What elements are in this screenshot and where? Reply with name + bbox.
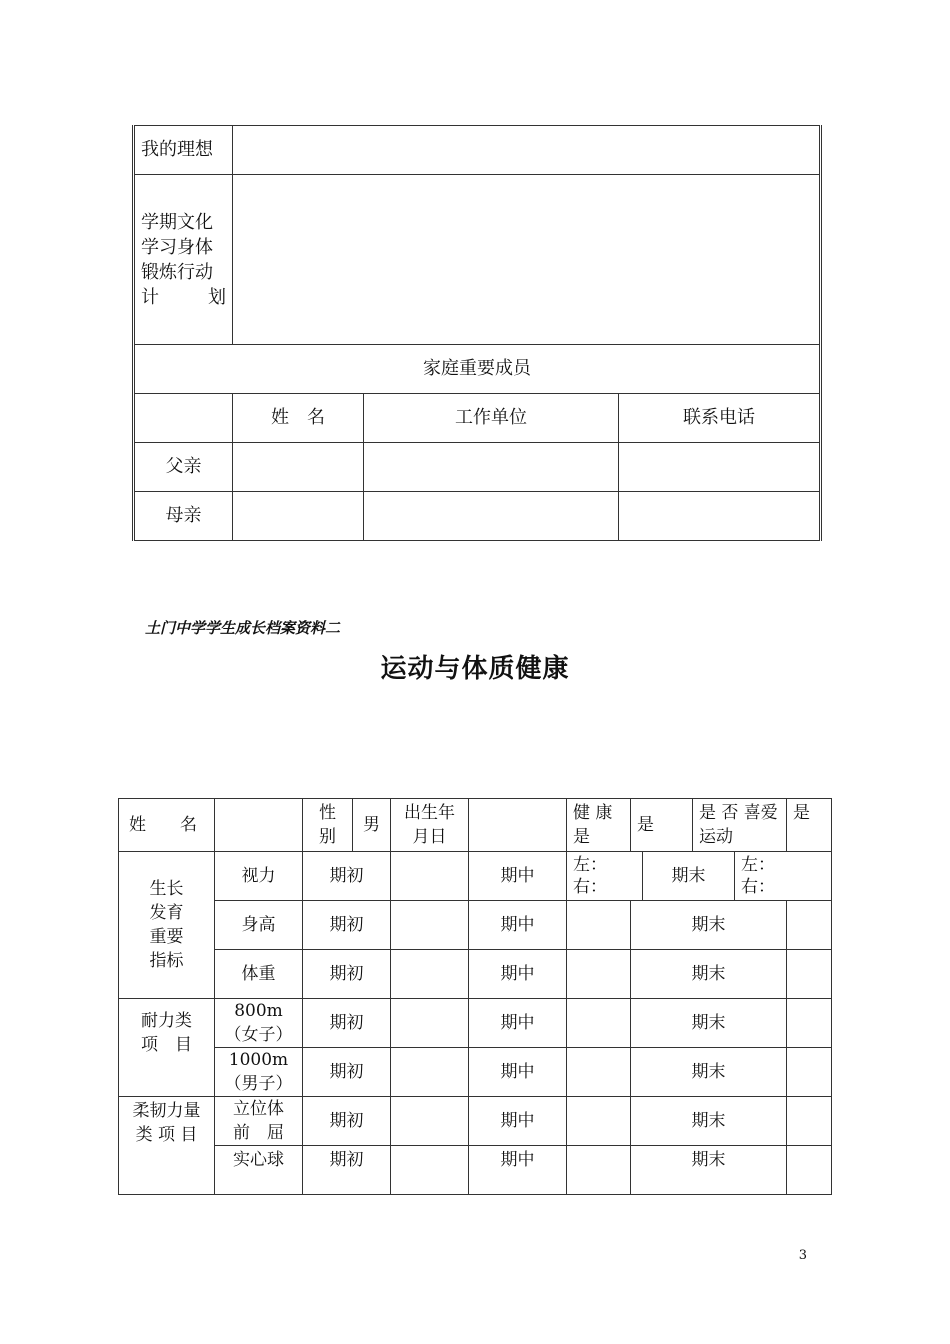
- sit-reach-mid-field[interactable]: [567, 1097, 631, 1146]
- family-header: 家庭重要成员: [134, 345, 821, 394]
- height-mid-field[interactable]: [567, 901, 631, 950]
- mother-phone-field[interactable]: [619, 492, 821, 541]
- weight-end-field[interactable]: [787, 950, 832, 999]
- blank-cell: [134, 394, 233, 443]
- sit-reach-start-label: 期初: [303, 1097, 391, 1146]
- gender-value: 男: [353, 799, 391, 852]
- vision-mid-label: 期中: [469, 852, 567, 901]
- medicine-ball-label: 实心球: [215, 1146, 303, 1195]
- height-end-label: 期末: [631, 901, 787, 950]
- plan-label-line: 学习身体: [141, 236, 213, 258]
- vision-end-label: 期末: [643, 852, 735, 901]
- run1000-end-label: 期末: [631, 1048, 787, 1097]
- right-eye-label: 右：: [741, 877, 775, 897]
- weight-label: 体重: [215, 950, 303, 999]
- height-start-field[interactable]: [391, 901, 469, 950]
- run800-end-label: 期末: [631, 999, 787, 1048]
- ball-start-label: 期初: [303, 1146, 391, 1195]
- ball-mid-label: 期中: [469, 1146, 567, 1195]
- left-eye-label: 左：: [741, 855, 775, 875]
- run800-label: 800m（女子）: [215, 999, 303, 1048]
- ball-mid-field[interactable]: [567, 1146, 631, 1195]
- ball-end-field[interactable]: [787, 1146, 832, 1195]
- weight-mid-label: 期中: [469, 950, 567, 999]
- father-name-field[interactable]: [233, 443, 364, 492]
- run800-start-field[interactable]: [391, 999, 469, 1048]
- birth-label: 出生年月日: [391, 799, 469, 852]
- plan-label-line: 锻炼行动: [141, 261, 213, 283]
- endurance-group-label: [119, 999, 215, 1097]
- height-label: 身高: [215, 901, 303, 950]
- run800-end-field[interactable]: [787, 999, 832, 1048]
- weight-start-label: 期初: [303, 950, 391, 999]
- gender-label: 性别: [303, 799, 353, 852]
- col-work-header: 工作单位: [364, 394, 619, 443]
- ball-start-field[interactable]: [391, 1146, 469, 1195]
- healthy-label: 健 康是: [567, 799, 631, 852]
- run800-start-label: 期初: [303, 999, 391, 1048]
- ideal-field[interactable]: [233, 126, 821, 175]
- father-phone-field[interactable]: [619, 443, 821, 492]
- run1000-start-label: 期初: [303, 1048, 391, 1097]
- flex-group-text: 柔韧力量类 项 目: [132, 1101, 201, 1145]
- height-start-label: 期初: [303, 901, 391, 950]
- plan-label-line: 学期文化: [141, 211, 213, 233]
- run1000-end-field[interactable]: [787, 1048, 832, 1097]
- col-name-header: 姓 名: [233, 394, 364, 443]
- father-work-field[interactable]: [364, 443, 619, 492]
- left-eye-label: 左：: [573, 855, 607, 875]
- father-label: 父亲: [134, 443, 233, 492]
- plan-label-char: 计: [141, 286, 159, 308]
- mother-work-field[interactable]: [364, 492, 619, 541]
- flex-group-label: [119, 1097, 215, 1195]
- section-caption: 土门中学学生成长档案资料二: [145, 619, 341, 637]
- name-label: 姓 名: [119, 799, 215, 852]
- plan-label-line: [141, 285, 226, 310]
- right-eye-label: 右：: [573, 877, 607, 897]
- name-field[interactable]: [215, 799, 303, 852]
- run1000-label: 1000m（男子）: [215, 1048, 303, 1097]
- sit-reach-start-field[interactable]: [391, 1097, 469, 1146]
- vision-end-field[interactable]: [735, 852, 832, 901]
- page-number: 3: [798, 1248, 807, 1263]
- endurance-group-text: 耐力类项 目: [141, 1011, 192, 1055]
- ball-end-label: 期末: [631, 1146, 787, 1195]
- birth-field[interactable]: [469, 799, 567, 852]
- vision-mid-field[interactable]: [567, 852, 643, 901]
- sit-reach-label: 立位体前 屈: [215, 1097, 303, 1146]
- profile-table: [132, 125, 822, 541]
- weight-mid-field[interactable]: [567, 950, 631, 999]
- sit-reach-mid-label: 期中: [469, 1097, 567, 1146]
- run800-mid-field[interactable]: [567, 999, 631, 1048]
- ideal-label: 我的理想: [134, 126, 233, 175]
- vision-start-label: 期初: [303, 852, 391, 901]
- vision-label: 视力: [215, 852, 303, 901]
- growth-group-label: [119, 852, 215, 999]
- run800-mid-label: 期中: [469, 999, 567, 1048]
- vision-start-field[interactable]: [391, 852, 469, 901]
- sit-reach-end-field[interactable]: [787, 1097, 832, 1146]
- height-mid-label: 期中: [469, 901, 567, 950]
- plan-label-char: 划: [208, 286, 226, 308]
- mother-label: 母亲: [134, 492, 233, 541]
- weight-end-label: 期末: [631, 950, 787, 999]
- plan-field[interactable]: [233, 175, 821, 345]
- healthy-value: 是: [631, 799, 693, 852]
- sit-reach-end-label: 期末: [631, 1097, 787, 1146]
- weight-start-field[interactable]: [391, 950, 469, 999]
- mother-name-field[interactable]: [233, 492, 364, 541]
- likes-sport-value: 是: [787, 799, 832, 852]
- page-title: 运动与体质健康: [380, 654, 570, 684]
- likes-sport-label: 是 否 喜爱 运动: [693, 799, 787, 852]
- run1000-mid-field[interactable]: [567, 1048, 631, 1097]
- run1000-start-field[interactable]: [391, 1048, 469, 1097]
- height-end-field[interactable]: [787, 901, 832, 950]
- col-phone-header: 联系电话: [619, 394, 821, 443]
- growth-group-text: 生长发育重要指标: [149, 879, 184, 971]
- plan-label: [134, 175, 233, 345]
- run1000-mid-label: 期中: [469, 1048, 567, 1097]
- health-table: [118, 798, 832, 1195]
